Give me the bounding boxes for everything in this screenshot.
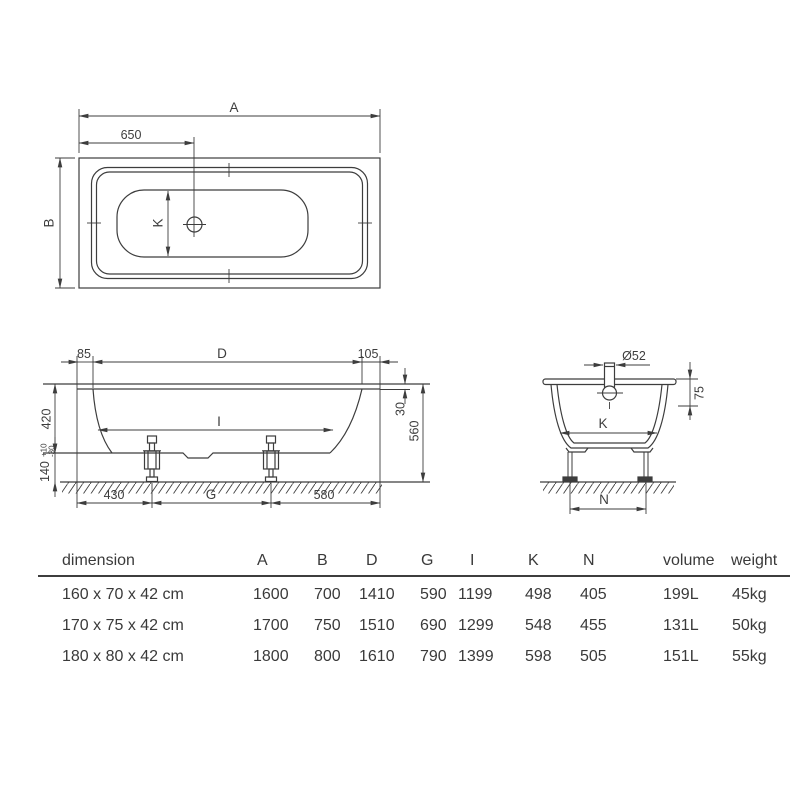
col-header-G: G	[421, 552, 434, 569]
leg-foot	[638, 477, 652, 482]
label-420: 420	[39, 408, 54, 430]
label-N: N	[599, 492, 609, 507]
cell-B: 750	[314, 617, 341, 634]
cell-size: 160 x 70 x 42 cm	[62, 586, 184, 603]
cell-size: 170 x 75 x 42 cm	[62, 617, 184, 634]
left-wall	[93, 389, 112, 453]
adjustable-foot	[262, 436, 280, 482]
cell-A: 1700	[253, 617, 289, 634]
tub-rim-inner	[97, 172, 363, 274]
cell-K: 498	[525, 586, 552, 603]
label-560: 560	[407, 420, 422, 442]
cell-weight: 55kg	[732, 648, 767, 665]
tub-rim-outer	[92, 168, 368, 279]
svg-text:+10: +10	[39, 443, 49, 457]
label-140-tolerance	[38, 443, 57, 482]
cell-volume: 131L	[663, 617, 699, 634]
cell-N: 505	[580, 648, 607, 665]
cell-N: 405	[580, 586, 607, 603]
tub-bottom	[43, 453, 330, 458]
cell-volume: 151L	[663, 648, 699, 665]
cell-K: 598	[525, 648, 552, 665]
support-legs	[568, 452, 648, 477]
centerline-ticks	[87, 163, 372, 283]
label-K-end: K	[598, 416, 608, 431]
cell-G: 690	[420, 617, 447, 634]
col-header-D: D	[366, 552, 378, 569]
end-view	[540, 363, 676, 494]
cell-K: 548	[525, 617, 552, 634]
tub-outer-edge	[79, 158, 380, 288]
label-75: 75	[692, 386, 707, 400]
cell-weight: 50kg	[732, 617, 767, 634]
label-K-plan: K	[150, 218, 166, 228]
col-header-dimension: dimension	[62, 552, 135, 569]
col-header-volume: volume	[663, 552, 715, 569]
label-D: D	[217, 346, 227, 361]
right-wall	[330, 389, 362, 453]
side-view	[43, 384, 430, 494]
svg-text:-30: -30	[47, 445, 57, 457]
tub-well	[117, 190, 308, 257]
cell-I: 1299	[458, 617, 494, 634]
leg-foot	[563, 477, 577, 482]
cell-D: 1410	[359, 586, 395, 603]
label-dia52: Ø52	[622, 349, 646, 363]
cell-A: 1800	[253, 648, 289, 665]
col-header-weight: weight	[731, 552, 778, 569]
col-header-B: B	[317, 552, 328, 569]
label-A: A	[229, 100, 239, 115]
label-G: G	[205, 487, 217, 502]
svg-text:140: 140	[38, 461, 52, 482]
col-header-K: K	[528, 552, 539, 569]
cell-volume: 199L	[663, 586, 699, 603]
cell-B: 700	[314, 586, 341, 603]
label-85: 85	[77, 347, 91, 361]
col-header-N: N	[583, 552, 595, 569]
cell-I: 1399	[458, 648, 494, 665]
label-105: 105	[357, 347, 379, 361]
cell-size: 180 x 80 x 42 cm	[62, 648, 184, 665]
cell-D: 1610	[359, 648, 395, 665]
col-header-A: A	[257, 552, 268, 569]
label-30: 30	[393, 402, 408, 416]
label-580: 580	[313, 488, 335, 502]
label-650: 650	[120, 128, 142, 142]
cell-I: 1199	[458, 586, 493, 603]
plan-dimensions	[55, 109, 380, 288]
plan-view	[79, 158, 380, 288]
cell-N: 455	[580, 617, 607, 634]
cell-A: 1600	[253, 586, 289, 603]
cell-B: 800	[314, 648, 341, 665]
label-430: 430	[103, 488, 125, 502]
cell-weight: 45kg	[732, 586, 767, 603]
adjustable-foot	[143, 436, 161, 482]
header-rule	[38, 575, 790, 577]
cell-G: 790	[420, 648, 447, 665]
cell-D: 1510	[359, 617, 395, 634]
col-header-I: I	[470, 552, 475, 569]
label-I: I	[217, 414, 221, 429]
cell-G: 590	[420, 586, 447, 603]
label-B: B	[41, 218, 57, 228]
